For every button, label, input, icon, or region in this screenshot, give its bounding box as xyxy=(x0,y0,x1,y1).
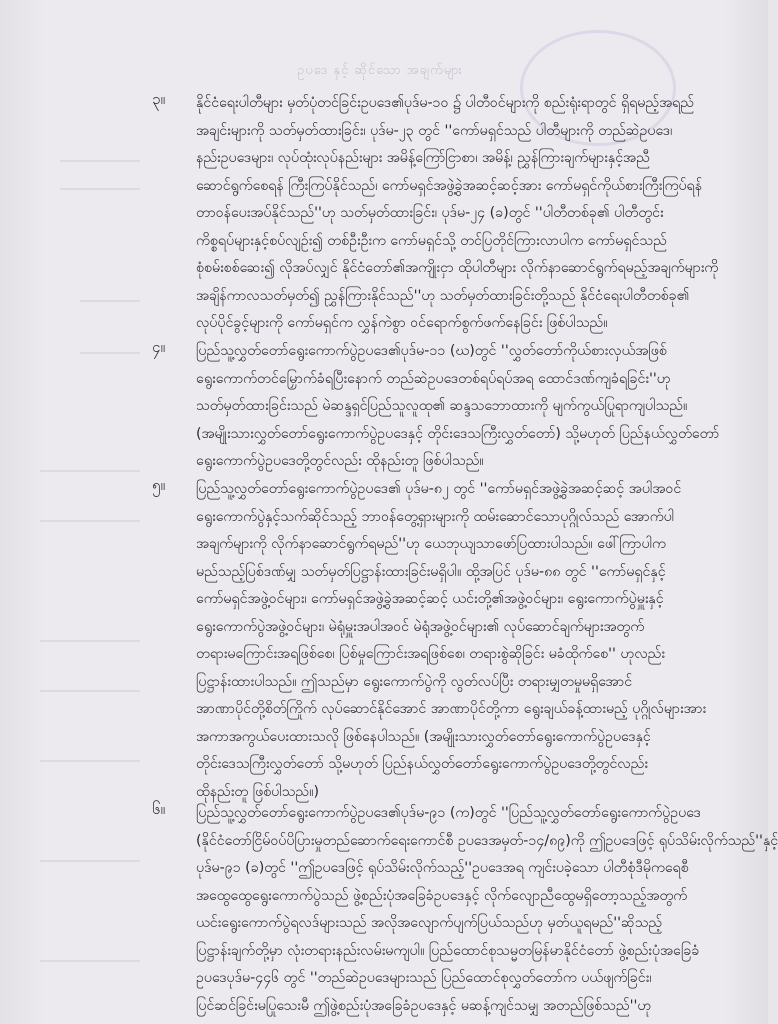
text-line: အထွေထွေရွေးကောက်ပွဲသည် ဖွဲ့စည်းပုံအခြေခံဥပဒေနှင့် လိုက်လျောညီထွေမရှိတော့သည့်အတွက် xyxy=(196,887,688,904)
text-line: ပြဋ္ဌာန်းထားပါသည်။ ဤသည်မှာ ရွေးကောက်ပွဲကို လွတ်လပ်ပြီး တရားမျှတမှုမရှိအောင် xyxy=(196,673,633,690)
faded-header: ဥပဒေ နှင့် ဆိုင်သော အချက်များ xyxy=(297,63,463,78)
text-line: ပြဋ္ဌာန်းချက်တို့မှာ လုံးတရားနည်းလမ်းမကျပါ။ ပြည်ထောင်စုသမ္မတမြန်မာနိုင်ငံတော် ဖွဲ့စည်းပုံအခြေခံ xyxy=(196,942,700,959)
section-paragraph xyxy=(196,338,720,476)
text-line: ကိစ္စရပ်များနှင့်စပ်လျဉ်း၍ တစ်ဦးဦးက ကော်မရှင်သို့ တင်ပြတိုင်ကြားလာပါက ကော်မရှင်သည် xyxy=(196,232,667,249)
text-line: (နိုင်ငံတော်ငြိမ်ဝပ်ပိပြားမှုတည်ဆောက်ရေးကောင်စီ ဥပဒေအမှတ်-၁၄/၈၉)ကို ဤဥပဒေဖြင့် ရုပ်သိမ်းလိုက်သည်''နှင့် xyxy=(196,832,778,849)
section-paragraph xyxy=(196,90,719,338)
text-line: ပြည်သူ့လွှတ်တော်ရွေးကောက်ပွဲဥပဒေ၏ပုဒ်မ-၉၁ (က)တွင် ''ပြည်သူ့လွှတ်တော်ရွေးကောက်ပွဲဥပဒေ xyxy=(196,805,701,821)
text-line: ပြည်သူ့လွှတ်တော်ရွေးကောက်ပွဲဥပဒေ၏ ပုဒ်မ-၈၂ တွင် ''ကော်မရှင်အဖွဲ့ခွဲအဆင့်ဆင့် အပါအဝင် xyxy=(196,481,682,497)
section-number: ၅။ xyxy=(152,476,165,494)
text-line: ဥပဒေပုဒ်မ-၄၄၆ တွင် ''တည်ဆဲဥပဒေများသည် ပြည်ထောင်စုလွှတ်တော်က ပယ်ဖျက်ခြင်း၊ xyxy=(196,970,652,986)
text-line: နိုင်ငံရေးပါတီများ မှတ်ပုံတင်ခြင်းဥပဒေ၏ပုဒ်မ-၁၀ ၌ ပါတီဝင်များကို စည်းရုံးရာတွင် ရှိရမည့်အရည် xyxy=(196,95,695,111)
text-line: တိုင်းဒေသကြီးလွှတ်တော် သို့မဟုတ် ပြည်နယ်လွှတ်တော်ရွေးကောက်ပွဲဥပဒေတို့တွင်လည်း xyxy=(196,756,648,772)
text-line: ယင်းရွေးကောက်ပွဲရလဒ်များသည် အလိုအလျောက်ပျက်ပြယ်သည်ဟု မှတ်ယူရမည်''ဆိုသည့် xyxy=(196,915,663,931)
text-line: စုံစမ်းစစ်ဆေး၍ လိုအပ်လျှင် နိုင်ငံတော်၏အကျိုးငှာ ထိုပါတီများ လိုက်နာဆောင်ရွက်ရမည့်အချက်များကို xyxy=(196,260,719,276)
text-line: ရွေးကောက်တင်မြှောက်ခံရပြီးနောက် တည်ဆဲဥပဒေတစ်ရပ်ရပ်အရ ထောင်ဒဏ်ကျခံရခြင်း''ဟု xyxy=(196,370,671,387)
text-line: ရွေးကောက်ပွဲအဖွဲ့ဝင်များ၊ မဲရုံမှူးအပါအဝင် မဲရုံအဖွဲ့ဝင်များ၏ လုပ်ဆောင်ချက်များအတွက် xyxy=(196,618,645,635)
text-line: ပြင်ဆင်ခြင်းမပြုသေးမီ ဤဖွဲ့စည်းပုံအခြေခံဥပဒေနှင့် မဆန့်ကျင်သမျှ အတည်ဖြစ်သည်''ဟု xyxy=(196,997,652,1014)
text-line: ကော်မရှင်အဖွဲ့ဝင်များ၊ ကော်မရှင်အဖွဲ့ခွဲအဆင့်ဆင့် ယင်းတို့၏အဖွဲ့ဝင်များ၊ ရွေးကောက်ပွဲမှူးနှင့် xyxy=(196,591,664,607)
text-line: အာဏာပိုင်တို့စိတ်ကြိုက် လုပ်ဆောင်နိုင်အောင် အာဏာပိုင်တို့ကာ ရွေးချယ်ခန့်ထားမည့် ပုဂ္ဂိုလ်များအား xyxy=(196,701,707,717)
text-line: အချက်များကို လိုက်နာဆောင်ရွက်ရမည်''ဟု ယေဘုယျသာဖော်ပြထားပါသည်။ ဖေါ်ကြာပါက xyxy=(196,536,666,552)
text-line: တရားမကြောင်းအရဖြစ်စေ၊ ပြစ်မှုကြောင်းအရဖြစ်စေ၊ တရားစွဲဆိုခြင်း မခံထိုက်စေ'' ဟုလည်း xyxy=(196,646,665,662)
text-line: နည်းဥပဒေများ၊ လုပ်ထုံးလုပ်နည်းများ အမိန့်ကြော်ငြာစာ၊ အမိန့်၊ ညွှန်ကြားချက်များနှင့်အညီ xyxy=(196,150,650,166)
section-number: ၄။ xyxy=(152,338,165,356)
text-line: (အမျိုးသားလွှတ်တော်ရွေးကောက်ပွဲဥပဒေနှင့် တိုင်းဒေသကြီးလွှတ်တော်) သို့မဟုတ် ပြည်နယ်လွှတ်တော် xyxy=(196,425,720,442)
text-line: ပုဒ်မ-၉၁ (ခ)တွင် ''ဤဥပဒေဖြင့် ရုပ်သိမ်းလိုက်သည့်''ဥပဒေအရ ကျင်းပခဲ့သော ပါတီစုံဒီမိုကရေစီ xyxy=(196,860,689,876)
text-line: မည်သည့်ပြစ်ဒဏ်မျှ သတ်မှတ်ပြဋ္ဌာန်းထားခြင်းမရှိပါ။ ထို့အပြင် ပုဒ်မ-၈၈ တွင် ''ကော်မရှင်နှင့် xyxy=(196,563,666,580)
section-paragraph xyxy=(196,800,778,1020)
text-line: ရွေးကောက်ပွဲနှင့်သက်ဆိုင်သည့် ဘာဝန်တွေ့ရှားများကို ထမ်းဆောင်သောပုဂ္ဂိုလ်သည် အောက်ပါ xyxy=(196,508,675,525)
text-line: တာဝန်ပေးအပ်နိုင်သည်''ဟု သတ်မှတ်ထားခြင်း၊ ပုဒ်မ-၂၄ (ခ)တွင် ''ပါတီတစ်ခု၏ ပါတီတွင်း xyxy=(196,205,664,221)
text-line: အချင်းများကို သတ်မှတ်ထားခြင်း၊ ပုဒ်မ-၂၃ တွင် ''ကော်မရှင်သည် ပါတီများကို တည်ဆဲဥပဒေ၊ xyxy=(196,122,673,139)
text-line: ရွေးကောက်ပွဲဥပဒေတို့တွင်လည်း ထိုနည်းတူ ဖြစ်ပါသည်။ xyxy=(196,453,484,469)
text-line: ဆောင်ရွက်စေရန် ကြီးကြပ်နိုင်သည်၊ ကော်မရှင်အဖွဲ့ခွဲအဆင့်ဆင့်အား ကော်မရှင်ကိုယ်စားကြီးကြပ်ရန် xyxy=(196,177,703,194)
section-number: ၃။ xyxy=(152,90,165,108)
section-paragraph xyxy=(196,476,707,806)
section-number: ၆။ xyxy=(152,800,165,818)
bleed-through-margin xyxy=(0,0,150,1024)
text-line: ထိုနည်းတူ ဖြစ်ပါသည်။) xyxy=(196,783,319,800)
text-line: သတ်မှတ်ထားခြင်းသည် မဲဆန္ဒရှင်ပြည်သူလူထု၏ ဆန္ဒသဘောထားကို မျက်ကွယ်ပြုရာကျပါသည်။ xyxy=(196,398,688,414)
text-line: လုပ်ပိုင်ခွင့်များကို ကော်မရှင်က လွှန်ကဲစွာ ဝင်ရောက်စွက်ဖက်နေခြင်း ဖြစ်ပါသည်။ xyxy=(196,315,608,331)
text-line: အချိန်ကာလသတ်မှတ်၍ ညွှန်ကြားနိုင်သည်''ဟု သတ်မှတ်ထားခြင်းတို့သည် နိုင်ငံရေးပါတီတစ်ခု၏ xyxy=(196,287,690,304)
text-line: ပြည်သူ့လွှတ်တော်ရွေးကောက်ပွဲဥပဒေ၏ပုဒ်မ-၁၁ (ဃ)တွင် ''လွှတ်တော်ကိုယ်စားလှယ်အဖြစ် xyxy=(196,343,667,359)
text-line: အကာအကွယ်ပေးထားသလို ဖြစ်နေပါသည်။ (အမျိုးသားလွှတ်တော်ရွေးကောက်ပွဲဥပဒေနှင့် xyxy=(196,728,651,745)
